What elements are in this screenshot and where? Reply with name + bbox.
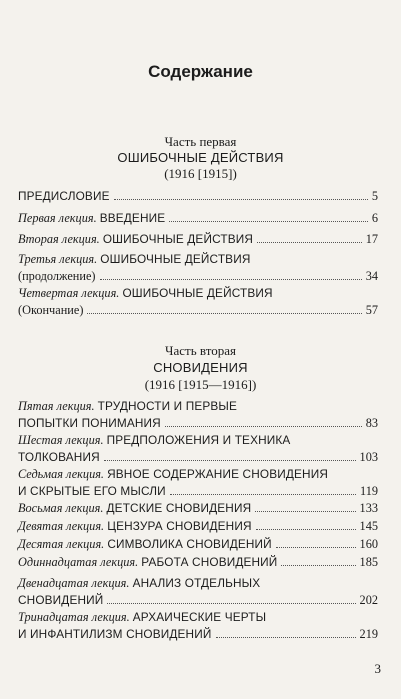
part2-name: СНОВИДЕНИЯ: [153, 360, 248, 375]
entry-title: РАБОТА СНОВИДЕНИЙ: [141, 555, 278, 569]
entry-lecture: Двенадцатая лекция.: [18, 576, 130, 590]
entry-lecture: Вторая лекция.: [18, 232, 100, 246]
dot-leader: [165, 426, 362, 427]
dot-leader: [170, 494, 356, 495]
toc-entry: [18, 554, 378, 571]
entry-title-continuation: И СКРЫТЫЕ ЕГО МЫСЛИ: [18, 484, 166, 498]
entry-page: 6: [371, 211, 378, 225]
entry-lecture: Тринадцатая лекция.: [18, 610, 130, 624]
entry-page: 5: [371, 189, 378, 203]
entry-title: ДЕТСКИЕ СНОВИДЕНИЯ: [106, 501, 252, 515]
toc-entry: [18, 575, 378, 609]
dot-leader: [257, 242, 362, 243]
entry-lecture: Четвертая лекция.: [18, 286, 120, 300]
entry-page: 185: [359, 555, 378, 569]
entry-title: ТРУДНОСТИ И ПЕРВЫЕ: [97, 399, 238, 413]
entry-title-continuation: ПОПЫТКИ ПОНИМАНИЯ: [18, 416, 161, 430]
entry-title-continuation: ТОЛКОВАНИЯ: [18, 450, 100, 464]
toc-entry: [18, 518, 378, 535]
entry-lecture: Пятая лекция.: [18, 399, 95, 413]
toc-entry: [18, 466, 378, 500]
entry-page: 83: [365, 416, 378, 430]
dot-leader: [169, 221, 368, 222]
entry-lecture: Третья лекция.: [18, 252, 98, 266]
dot-leader: [87, 313, 361, 314]
entry-lecture: Девятая лекция.: [18, 519, 105, 533]
entry-lecture: Одиннадцатая лекция.: [18, 555, 139, 569]
part1-years: (1916 [1915]): [164, 166, 237, 181]
entry-lecture: Шестая лекция.: [18, 433, 104, 447]
part2-years: (1916 [1915—1916]): [144, 377, 257, 392]
entry-page: 119: [360, 484, 378, 498]
entry-page: 103: [359, 450, 378, 464]
entry-title: ЦЕНЗУРА СНОВИДЕНИЯ: [107, 519, 252, 533]
entry-title: АРХАИЧЕСКИЕ ЧЕРТЫ: [132, 610, 267, 624]
entry-page: 160: [359, 537, 378, 551]
toc-entry: [18, 500, 378, 517]
entry-title: ЯВНОЕ СОДЕРЖАНИЕ СНОВИДЕНИЯ: [107, 467, 328, 481]
toc-entry: [18, 210, 378, 227]
entry-title: ПРЕДПОЛОЖЕНИЯ И ТЕХНИКА: [106, 433, 291, 447]
dot-leader: [216, 637, 356, 638]
dot-leader: [255, 511, 355, 512]
toc-entry: [18, 398, 378, 432]
entry-title: ПРЕДИСЛОВИЕ: [18, 189, 110, 203]
entry-title-continuation: СНОВИДЕНИЙ: [18, 593, 104, 607]
entry-title-continuation: И ИНФАНТИЛИЗМ СНОВИДЕНИЙ: [18, 627, 212, 641]
entry-page: 57: [365, 303, 378, 317]
dot-leader: [107, 603, 355, 604]
dot-leader: [100, 279, 362, 280]
entry-lecture: Восьмая лекция.: [18, 501, 104, 515]
toc-entry: [18, 251, 378, 285]
entry-page: 34: [365, 269, 378, 283]
entry-page: 133: [359, 501, 378, 515]
entry-title: СИМВОЛИКА СНОВИДЕНИЙ: [107, 537, 272, 551]
entry-title: ОШИБОЧНЫЕ ДЕЙСТВИЯ: [102, 232, 254, 246]
entry-title: ОШИБОЧНЫЕ ДЕЙСТВИЯ: [100, 252, 251, 266]
entry-lecture: Седьмая лекция.: [18, 467, 105, 481]
toc-entry: [18, 536, 378, 553]
toc-entry: [18, 285, 378, 319]
dot-leader: [104, 460, 356, 461]
entry-page: 202: [359, 593, 378, 607]
part1-name: ОШИБОЧНЫЕ ДЕЙСТВИЯ: [117, 150, 284, 165]
entry-page: 145: [359, 519, 378, 533]
toc-entry: [18, 231, 378, 248]
contents-heading: Содержание: [148, 62, 253, 81]
entry-lecture: Первая лекция.: [18, 211, 97, 225]
entry-lecture: Десятая лекция.: [18, 537, 105, 551]
toc-entry: [18, 609, 378, 643]
entry-page: 219: [359, 627, 378, 641]
dot-leader: [281, 565, 355, 566]
entry-title: ВВЕДЕНИЕ: [99, 211, 166, 225]
toc-entry: [18, 432, 378, 466]
part1-label: Часть первая: [164, 134, 237, 149]
entry-title: АНАЛИЗ ОТДЕЛЬНЫХ: [132, 576, 261, 590]
dot-leader: [256, 529, 356, 530]
page-number: 3: [374, 661, 381, 676]
entry-title-continuation: (продолжение): [18, 269, 96, 283]
part2-label: Часть вторая: [165, 343, 236, 358]
dot-leader: [114, 199, 368, 200]
entry-page: 17: [365, 232, 378, 246]
dot-leader: [276, 547, 356, 548]
toc-entry: [18, 188, 378, 205]
entry-title-continuation: (Окончание): [18, 303, 84, 317]
entry-title: ОШИБОЧНЫЕ ДЕЙСТВИЯ: [122, 286, 273, 300]
